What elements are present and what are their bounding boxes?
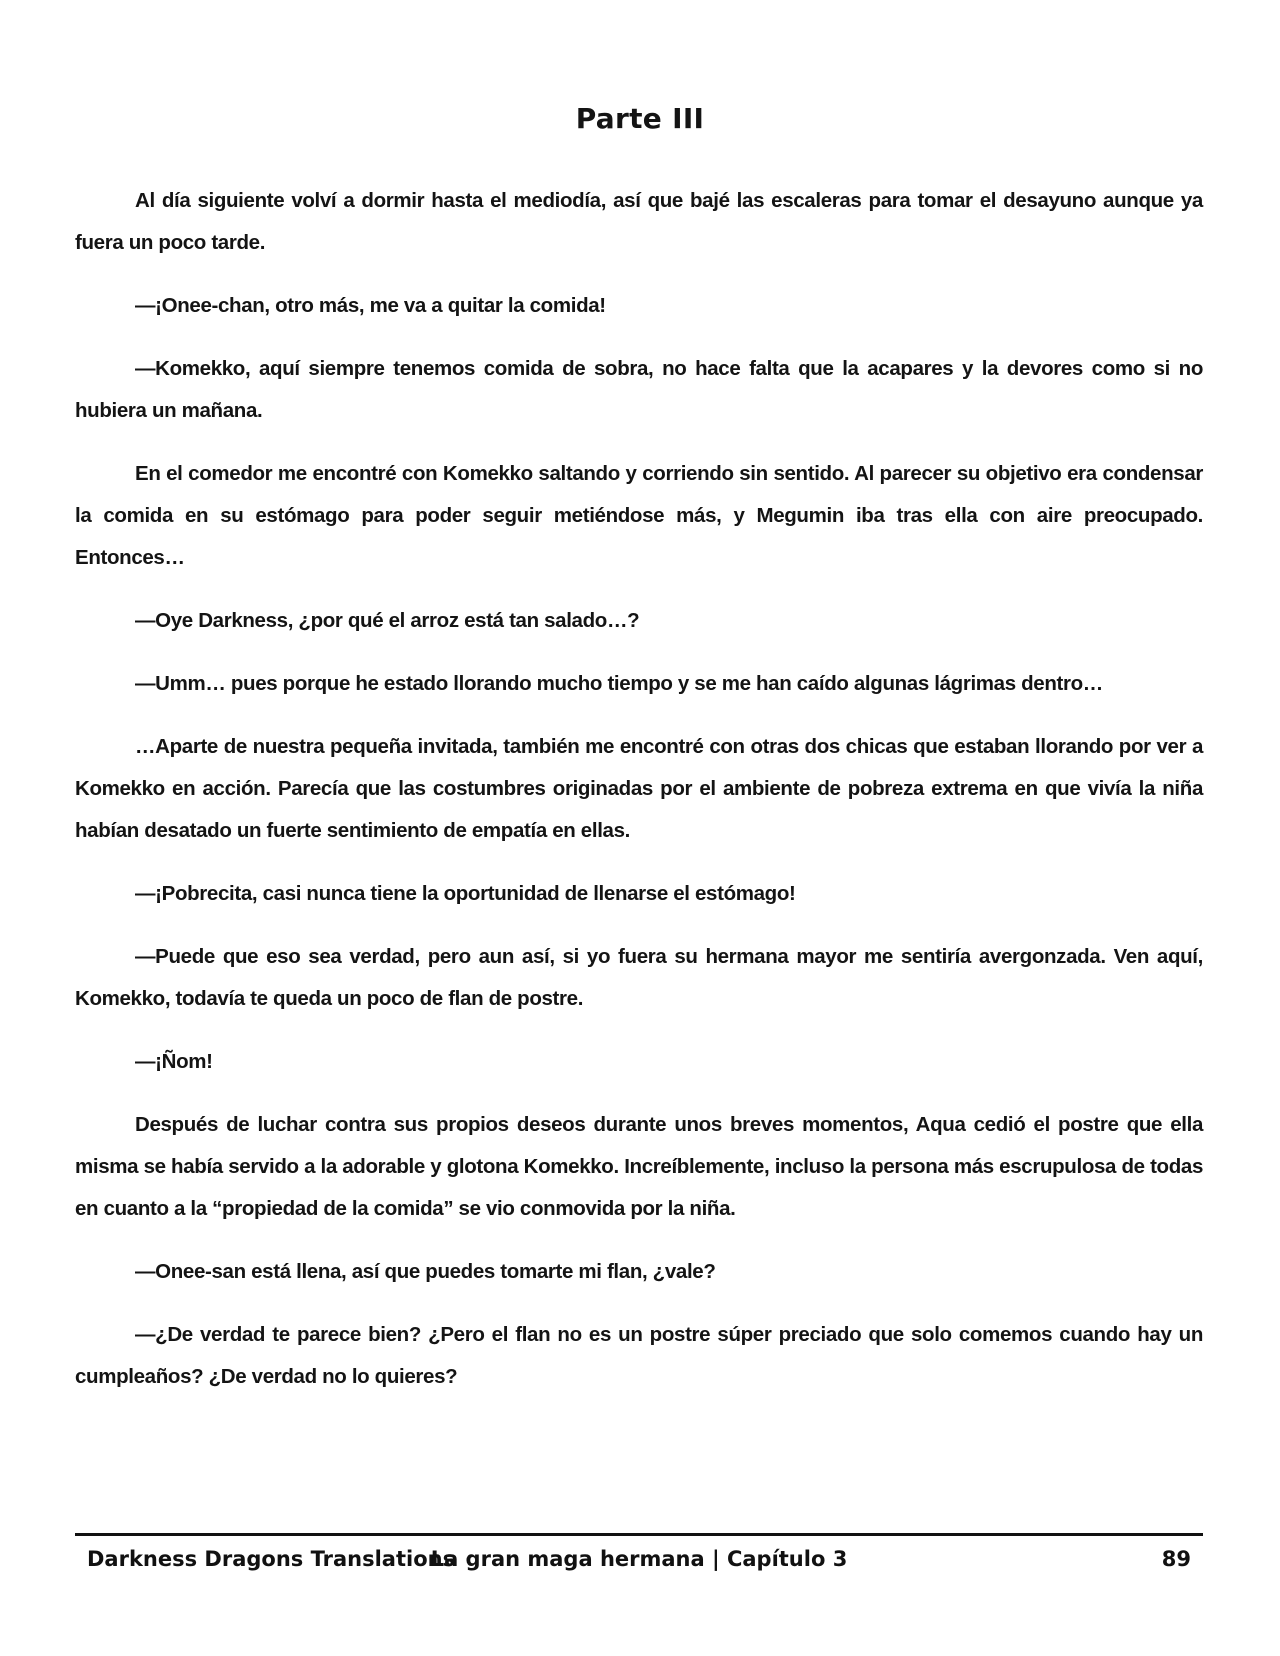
paragraph: —Puede que eso sea verdad, pero aun así, si yo fuera su hermana mayor me sentiría avergonzada. Ven aquí, Komekko, todavía te queda un poco de flan de postre. (75, 945, 1203, 1010)
paragraph: …Aparte de nuestra pequeña invitada, también me encontré con otras dos chicas que estaban llorando por ver a Komekko en acción. Parecía que las costumbres originadas por el ambiente de pobreza extrema en que vivía la niña habían desatado un fuerte sentimiento de empatía en ellas. (75, 735, 1203, 842)
footer-chapter: La gran maga hermana | Capítulo 3 (430, 1547, 848, 1571)
paragraph: —Oye Darkness, ¿por qué el arroz está tan salado…? (135, 609, 640, 632)
paragraph: —¿De verdad te parece bien? ¿Pero el flan no es un postre súper preciado que solo comemos cuando hay un cumpleaños? ¿De verdad no lo quieres? (75, 1323, 1203, 1388)
paragraph: —¡Onee-chan, otro más, me va a quitar la comida! (135, 294, 606, 317)
paragraph: Después de luchar contra sus propios deseos durante unos breves momentos, Aqua cedió el postre que ella misma se había servido a la adorable y glotona Komekko. Increíblemente, incluso la persona más escrupulosa de todas en cuanto a la “propiedad de la comida” se vio conmovida por la niña. (75, 1113, 1203, 1220)
paragraph: Al día siguiente volví a dormir hasta el mediodía, así que bajé las escaleras para tomar el desayuno aunque ya fuera un poco tarde. (75, 189, 1203, 254)
footer-translator: Darkness Dragons Translations (87, 1547, 456, 1571)
page-number: 89 (1161, 1547, 1191, 1571)
footer-divider (75, 1533, 1203, 1536)
paragraph: En el comedor me encontré con Komekko saltando y corriendo sin sentido. Al parecer su objetivo era condensar la comida en su estómago para poder seguir metiéndose más, y Megumin iba tras ella con aire preocupado. Entonces… (75, 462, 1203, 569)
body-text (75, 180, 1203, 1419)
section-title: Parte III (575, 102, 705, 135)
paragraph: —Onee-san está llena, así que puedes tomarte mi flan, ¿vale? (135, 1260, 716, 1283)
paragraph: —¡Pobrecita, casi nunca tiene la oportunidad de llenarse el estómago! (135, 882, 796, 905)
page-footer (75, 1547, 1203, 1577)
paragraph: —¡Ñom! (135, 1050, 213, 1073)
paragraph: —Umm… pues porque he estado llorando mucho tiempo y se me han caído algunas lágrimas dentro… (135, 672, 1103, 695)
paragraph: —Komekko, aquí siempre tenemos comida de sobra, no hace falta que la acapares y la devores como si no hubiera un mañana. (75, 357, 1203, 422)
